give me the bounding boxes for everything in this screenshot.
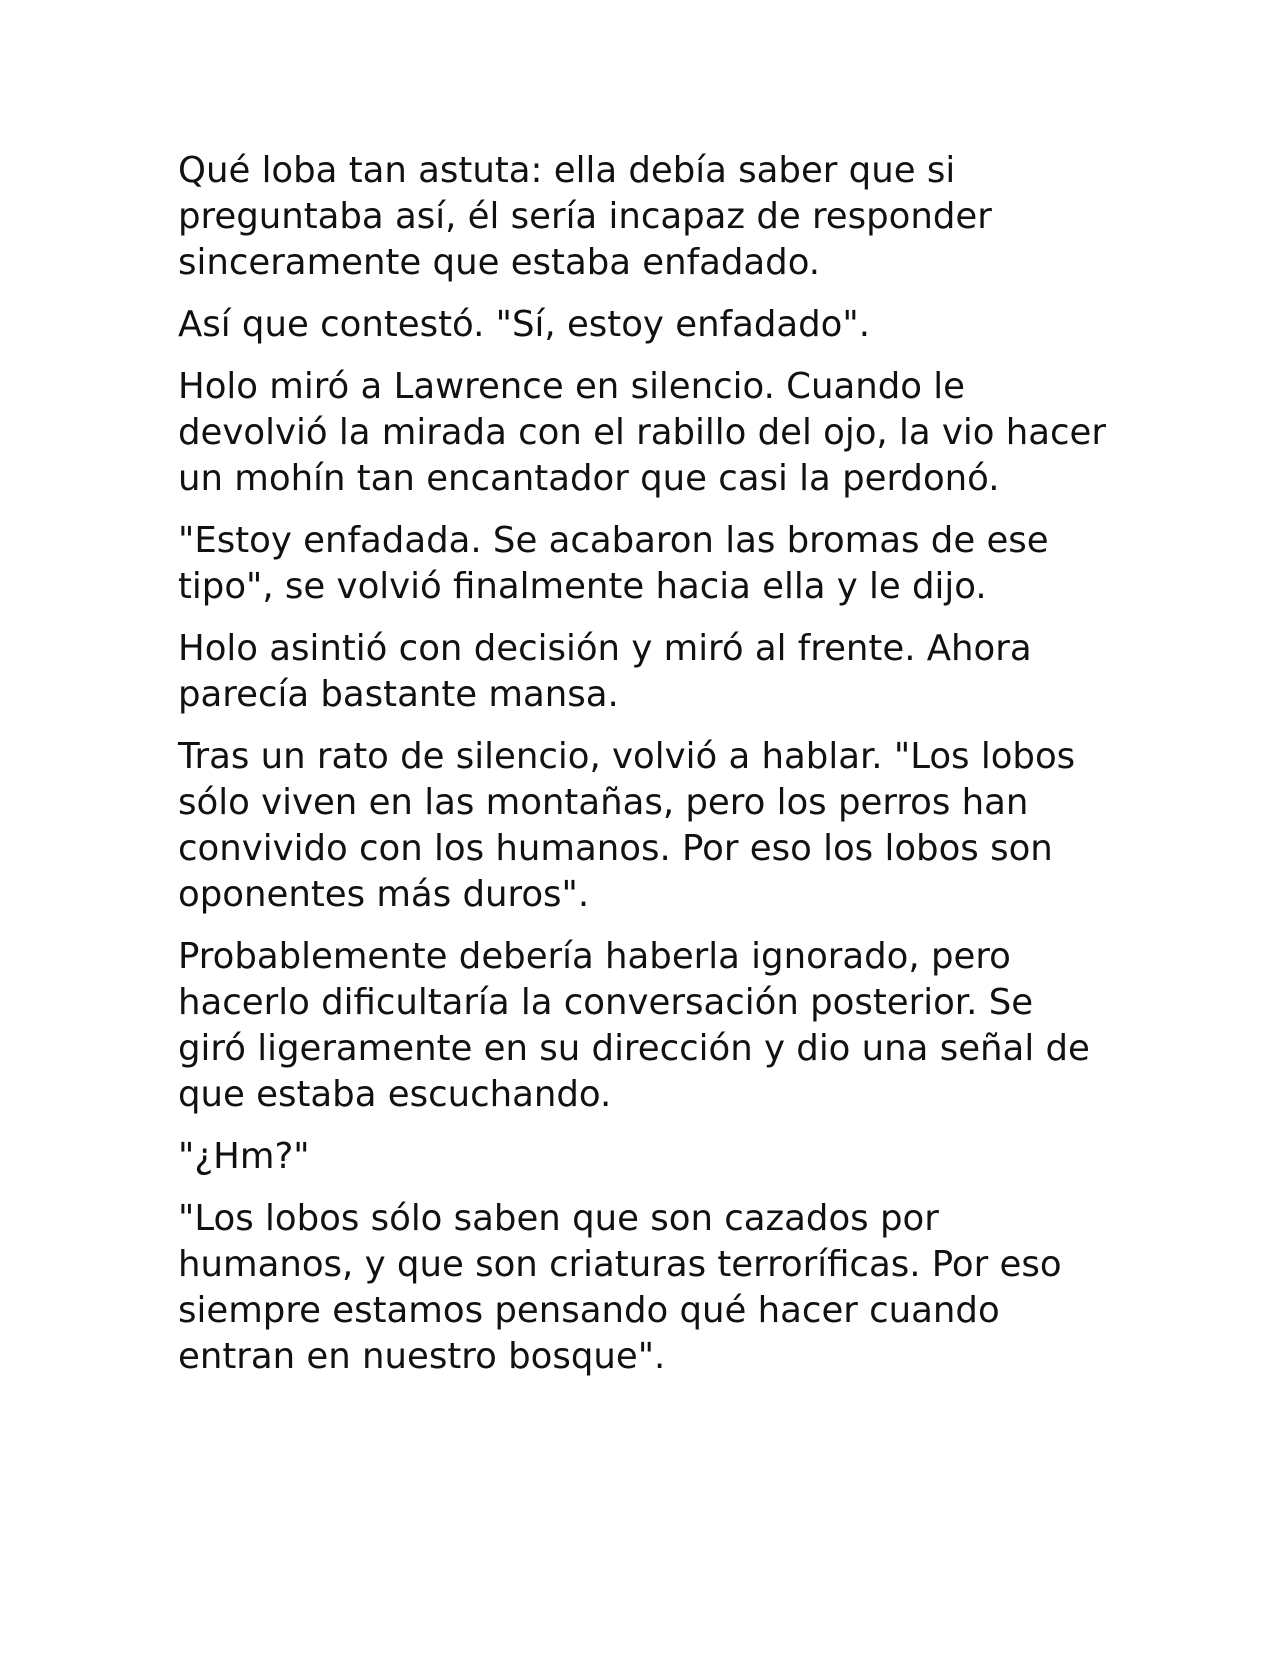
paragraph: Probablemente debería haberla ignorado, pero hacerlo dificultaría la conversación posterior. Se giró ligeramente en su dirección y dio una señal de que estaba escuchando. <box>178 936 1090 1115</box>
paragraph: "¿Hm?" <box>178 1136 310 1177</box>
paragraph: "Estoy enfadada. Se acabaron las bromas de ese tipo", se volvió finalmente hacia ella y le dijo. <box>178 520 1049 607</box>
paragraph: Tras un rato de silencio, volvió a hablar. "Los lobos sólo viven en las montañas, pero los perros han convivido con los humanos. Por eso los lobos son oponentes más duros". <box>178 736 1076 915</box>
body-text <box>178 148 1108 1396</box>
paragraph: Así que contestó. "Sí, estoy enfadado". <box>178 304 870 345</box>
paragraph: Holo asintió con decisión y miró al frente. Ahora parecía bastante mansa. <box>178 628 1032 715</box>
paragraph: Holo miró a Lawrence en silencio. Cuando le devolvió la mirada con el rabillo del ojo, la vio hacer un mohín tan encantador que casi la perdonó. <box>178 366 1106 499</box>
paragraph: "Los lobos sólo saben que son cazados por humanos, y que son criaturas terroríficas. Por eso siempre estamos pensando qué hacer cuando entran en nuestro bosque". <box>178 1198 1062 1377</box>
paragraph: Qué loba tan astuta: ella debía saber que si preguntaba así, él sería incapaz de responder sinceramente que estaba enfadado. <box>178 150 992 283</box>
